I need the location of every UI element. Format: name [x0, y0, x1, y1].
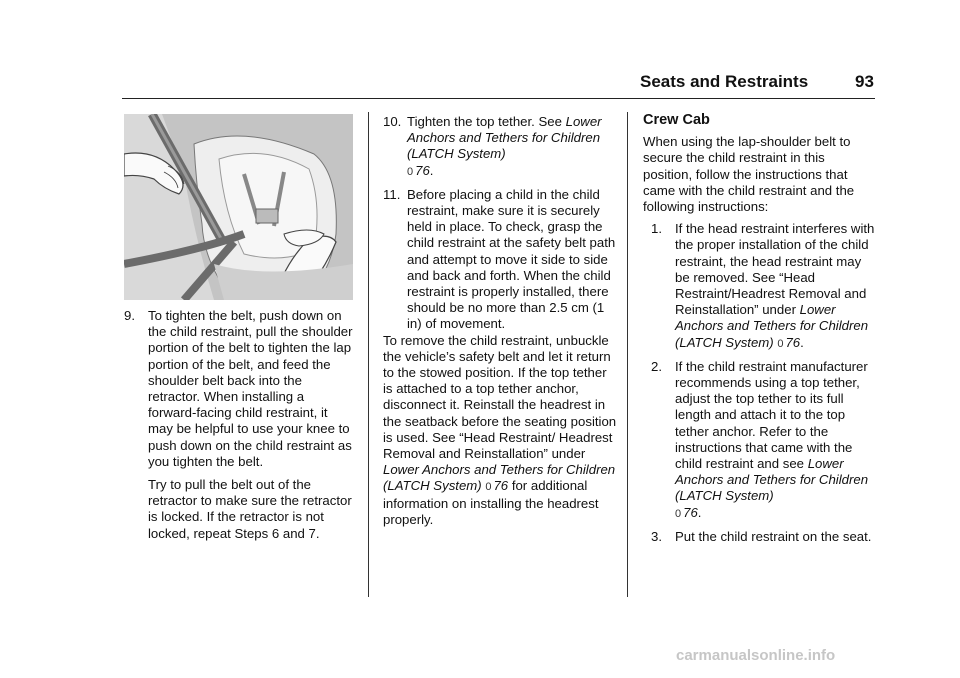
- step-text: Tighten the top tether. See Lower Anchors and Tethers for Children (LATCH System) 0 76.: [407, 114, 602, 178]
- step-number: 3.: [651, 528, 662, 544]
- cross-reference-link[interactable]: Lower Anchors and Tethers for Children (LATCH System): [407, 114, 602, 162]
- step-subparagraph: Try to pull the belt out of the retractor to make sure the retractor is locked. If the retractor is not locked, repeat Steps 6 and 7.: [148, 477, 352, 541]
- column-divider-left: [368, 112, 369, 597]
- step-text-lead: If the head restraint interferes with the proper installation of the child restraint, the head restraint may be removed. See “Head Restraint/Headrest Removal and Reinstallation” under: [675, 221, 875, 318]
- step-number: 11.: [383, 186, 401, 202]
- page-ref-arrow-icon: 0: [777, 337, 784, 350]
- column-3: [643, 112, 875, 545]
- step-11: [383, 187, 617, 333]
- column-1: [124, 308, 356, 542]
- column-2: [383, 114, 617, 528]
- cross-reference-link[interactable]: Lower Anchors and Tethers for Children (LATCH System): [675, 302, 869, 350]
- intro-paragraph: When using the lap-shoulder belt to secure the child restraint in this position, follow the instructions that came with the child restraint and the following instructions:: [643, 134, 855, 215]
- step-text-lead: If the child restraint manufacturer recommends using a top tether, adjust the top tether to its full length and attach it to the top tether anchor. Refer to the instructions that came with the child restraint and see: [675, 358, 868, 472]
- removal-text: To remove the child restraint, unbuckle the vehicle’s safety belt and let it return to the stowed position. If the top tether is attached to a top tether anchor, disconnect it. Reinstall the headrest in the seatback before the seating position is used. See “Head Restraint/ Headrest Removal and Reinstallation” under: [383, 332, 617, 462]
- step-number: 2.: [651, 358, 662, 374]
- header-rule: [122, 98, 875, 99]
- page-section-title: Seats and Restraints: [640, 72, 809, 91]
- step-number: 10.: [383, 114, 402, 129]
- page-ref-number[interactable]: 76: [785, 334, 801, 350]
- step-text: If the head restraint interferes with the proper installation of the child restraint, the head restraint may be removed. See “Head Restraint/Headrest Removal and Reinstallation” under Lower Anchors and Tethers for Children (LATCH System) 0 76.: [675, 221, 875, 350]
- column-divider-right: [627, 112, 628, 597]
- step-text: To tighten the belt, push down on the child restraint, pull the shoulder portion of the belt to tighten the lap portion of the belt, and feed the shoulder belt back into the retractor. When installing a forward-facing child restraint, it may be helpful to use your knee to push down on the child restraint as you tighten the belt.: [148, 308, 353, 469]
- cross-reference-link[interactable]: Lower Anchors and Tethers for Children (LATCH System): [383, 462, 616, 494]
- step-text: Put the child restraint on the seat.: [675, 528, 872, 544]
- page-ref-arrow-icon: 0: [407, 165, 414, 178]
- page-ref-arrow-icon: 0: [675, 507, 682, 520]
- step-1: [643, 221, 875, 352]
- step-2: [643, 359, 875, 522]
- step-9: [124, 308, 356, 542]
- step-number: 9.: [124, 308, 135, 323]
- step-number: 1.: [651, 221, 662, 237]
- step-text-lead: Tighten the top tether. See: [407, 114, 562, 129]
- page-ref-arrow-icon: 0: [485, 481, 492, 494]
- watermark: carmanualsonline.info: [676, 647, 836, 664]
- child-restraint-illustration: [124, 114, 353, 300]
- step-text: Before placing a child in the child restraint, make sure it is securely held in place. To check, grasp the child restraint at the safety belt path and attempt to move it side to side and back and forth. When the child restraint is properly installed, there should be no more than 2.5 cm (1 in) of movement.: [407, 186, 616, 332]
- section-heading: Crew Cab: [643, 112, 710, 128]
- page-ref-number[interactable]: 76: [493, 478, 509, 494]
- step-text: If the child restraint manufacturer recommends using a top tether, adjust the top tether to its full length and attach it to the top tether anchor. Refer to the instructions that came with the child restraint and see Lower Anchors and Tethers for Children (LATCH System) 0 76.: [675, 358, 869, 520]
- cross-reference-link[interactable]: Lower Anchors and Tethers for Children (LATCH System): [675, 456, 869, 504]
- page-number: 93: [855, 72, 874, 91]
- page-ref-number[interactable]: 76: [683, 504, 698, 520]
- removal-tail-text: for additional information on installing the headrest properly.: [383, 478, 599, 527]
- removal-paragraph: [383, 333, 617, 528]
- step-3: [643, 529, 875, 545]
- page-ref-number[interactable]: 76: [415, 162, 430, 178]
- step-10: [383, 114, 617, 180]
